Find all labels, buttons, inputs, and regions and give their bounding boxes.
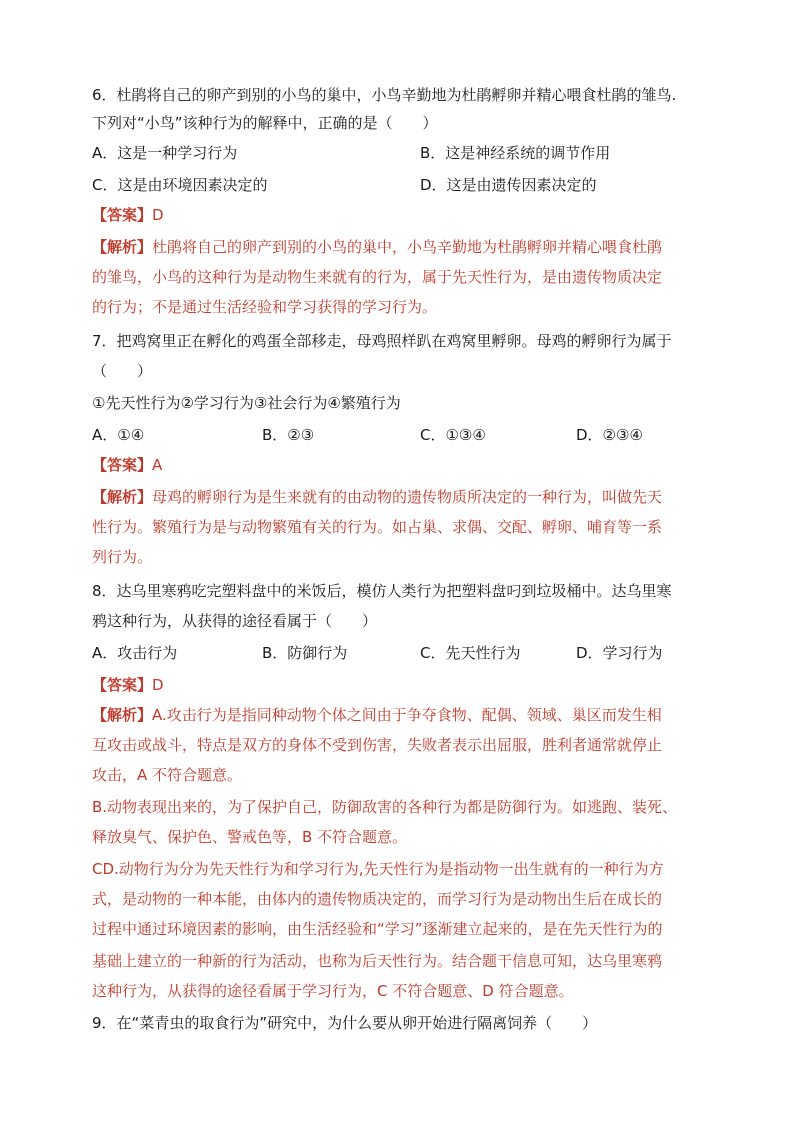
q8-analysis-line-9: 基础上建立的一种新的行为活动，也称为后天性行为。结合题干信息可知，达乌里寒鸦	[92, 952, 663, 970]
q8-analysis-line-1	[92, 704, 712, 726]
q8-stem-line-1: 8．达乌里寒鸦吃完塑料盘中的米饭后，模仿人类行为把塑料盘叼到垃圾桶中。达乌里寒	[92, 582, 672, 600]
q7-stem-line-3: ①先天性行为②学习行为③社会行为④繁殖行为	[92, 394, 401, 412]
answer-value: A	[152, 456, 163, 474]
q8-analysis-line-5: 释放臭气、保护色、警戒色等，B 不符合题意。	[92, 828, 408, 846]
q8-option-c: C．先天性行为	[420, 644, 521, 662]
q7-answer	[92, 454, 712, 476]
q6-option-b: B．这是神经系统的调节作用	[420, 144, 611, 162]
q9-stem-line-1: 9．在“菜青虫的取食行为”研究中，为什么要从卵开始进行隔离饲养（ ）	[92, 1014, 598, 1032]
q7-analysis-line-3: 列行为。	[92, 548, 153, 566]
q7-analysis-line-2: 性行为。繁殖行为是与动物繁殖有关的行为。如占巢、求偶、交配、孵卵、哺育等一系	[92, 518, 663, 536]
q8-analysis-line-6: CD.动物行为分为先天性行为和学习行为,先天性行为是指动物一出生就有的一种行为方	[92, 860, 664, 878]
q6-analysis-line-1	[92, 236, 712, 258]
q7-option-d: D．②③④	[576, 426, 643, 444]
q6-answer	[92, 204, 712, 226]
q8-analysis-line-4: B.动物表现出来的，为了保护自己，防御敌害的各种行为都是防御行为。如逃跑、装死、	[92, 798, 678, 816]
q8-answer	[92, 674, 712, 696]
q6-option-c: C．这是由环境因素决定的	[92, 176, 268, 194]
q8-option-d: D．学习行为	[576, 644, 663, 662]
q7-option-a: A．①④	[92, 426, 145, 444]
answer-tag: 【答案】	[92, 206, 153, 224]
q7-analysis-line-1	[92, 486, 712, 508]
q6-option-d: D．这是由遗传因素决定的	[420, 176, 597, 194]
q8-stem-line-2: 鸦这种行为，从获得的途径看属于（ ）	[92, 612, 378, 630]
q8-analysis-line-10: 这种行为，从获得的途径看属于学习行为，C 不符合题意、D 符合题意。	[92, 982, 574, 1000]
q6-analysis-line-3: 的行为；不是通过生活经验和学习获得的学习行为。	[92, 298, 438, 316]
q6-analysis-line-2: 的雏鸟，小鸟的这种行为是动物生来就有的行为，属于先天性行为，是由遗传物质决定	[92, 268, 663, 286]
q8-analysis-line-7: 式，是动物的一种本能，由体内的遗传物质决定的，而学习行为是动物出生后在成长的	[92, 890, 663, 908]
q8-analysis-line-8: 过程中通过环境因素的影响，由生活经验和“学习”逐渐建立起来的，是在先天性行为的	[92, 920, 663, 938]
q6-stem-line-1: 6．杜鹃将自己的卵产到别的小鸟的巢中，小鸟辛勤地为杜鹃孵卵并精心喂食杜鹃的雏鸟.	[92, 86, 677, 104]
q8-option-b: B．防御行为	[262, 644, 348, 662]
q6-option-a: A．这是一种学习行为	[92, 144, 238, 162]
q8-analysis-line-3: 攻击，A 不符合题意。	[92, 766, 243, 784]
answer-value: D	[152, 206, 164, 224]
analysis-text: 杜鹃将自己的卵产到别的小鸟的巢中，小鸟辛勤地为杜鹃孵卵并精心喂食杜鹃	[152, 238, 663, 256]
q7-stem-line-2: （ ）	[92, 362, 153, 380]
analysis-tag: 【解析】	[92, 706, 153, 724]
q7-option-b: B．②③	[262, 426, 315, 444]
q7-option-c: C．①③④	[420, 426, 486, 444]
analysis-text: 母鸡的孵卵行为是生来就有的由动物的遗传物质所决定的一种行为，叫做先天	[152, 488, 663, 506]
answer-value: D	[152, 676, 164, 694]
answer-tag: 【答案】	[92, 456, 153, 474]
q8-analysis-line-2: 互攻击或战斗，特点是双方的身体不受到伤害，失败者表示出屈服，胜利者通常就停止	[92, 736, 663, 754]
analysis-text: A.攻击行为是指同种动物个体之间由于争夺食物、配偶、领域、巢区而发生相	[152, 706, 662, 724]
analysis-tag: 【解析】	[92, 238, 153, 256]
q6-stem-line-2: 下列对“小鸟”该种行为的解释中，正确的是（ ）	[92, 114, 438, 132]
analysis-tag: 【解析】	[92, 488, 153, 506]
q8-option-a: A．攻击行为	[92, 644, 178, 662]
answer-tag: 【答案】	[92, 676, 153, 694]
q7-stem-line-1: 7．把鸡窝里正在孵化的鸡蛋全部移走，母鸡照样趴在鸡窝里孵卵。母鸡的孵卵行为属于	[92, 332, 672, 350]
